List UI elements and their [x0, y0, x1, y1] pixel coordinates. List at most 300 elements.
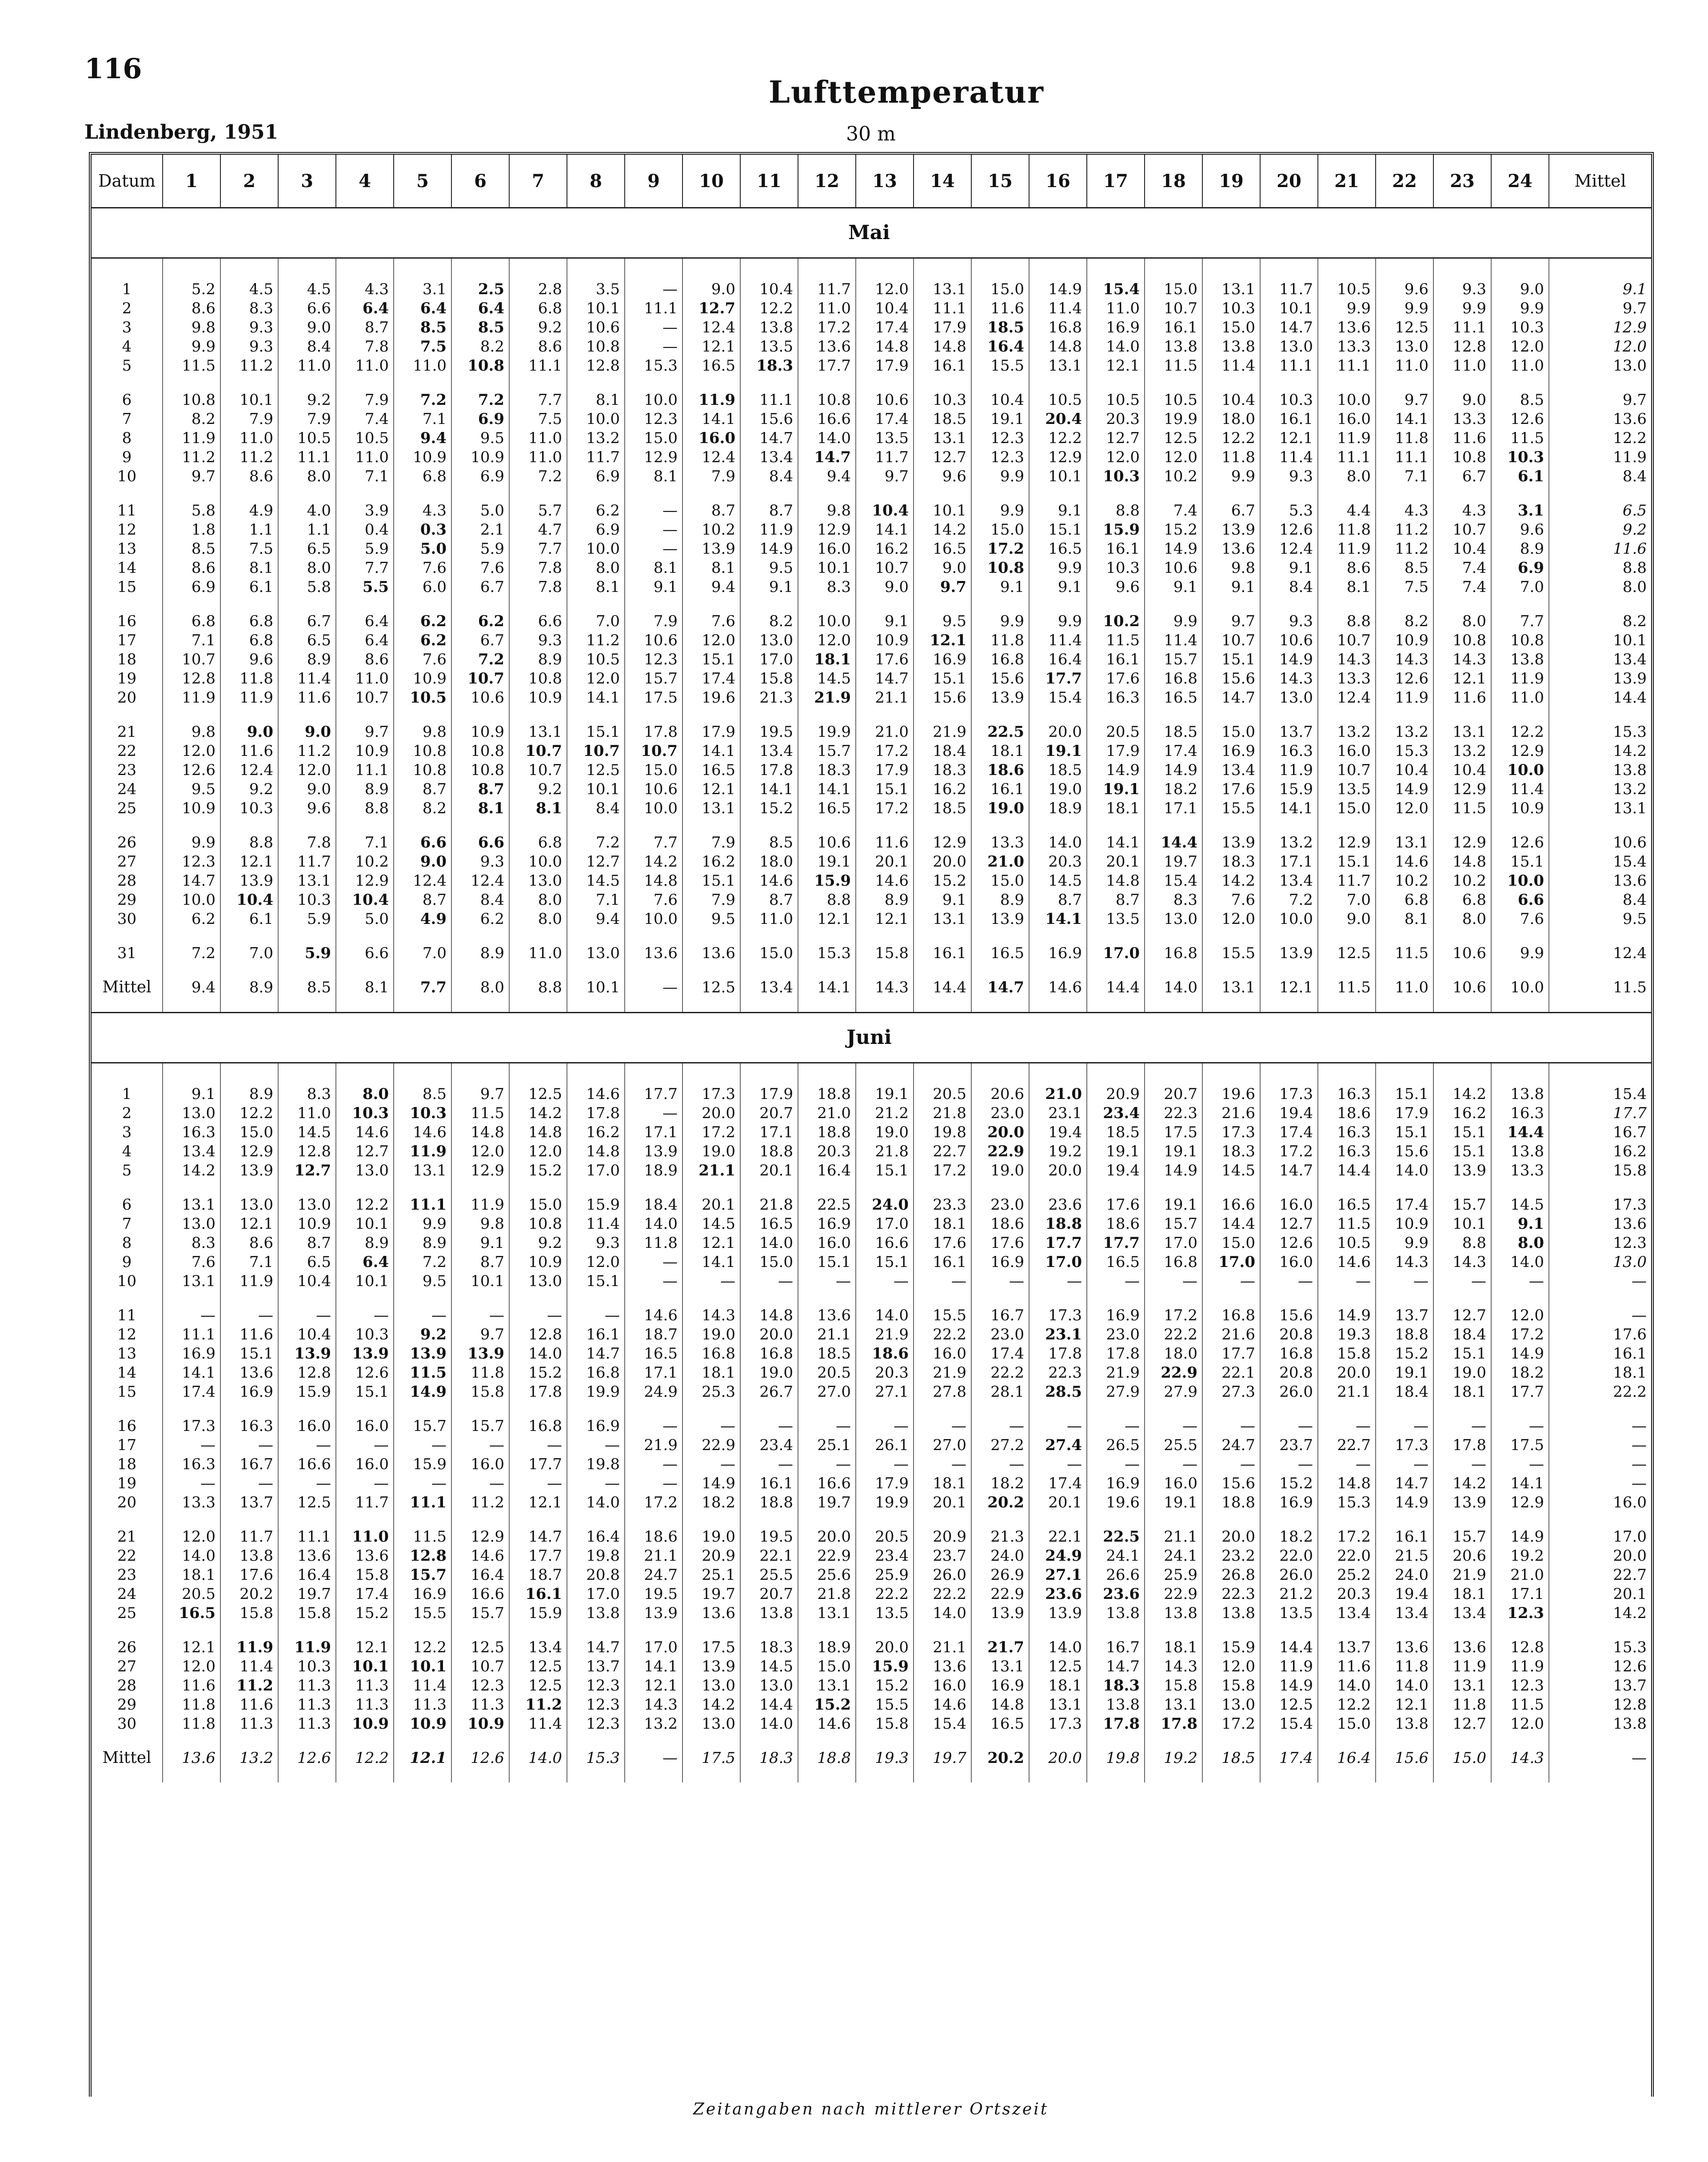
mean-cell: — — [1632, 1272, 1647, 1290]
day-row — [92, 1383, 1651, 1402]
temperature-cell: 16.1 — [1145, 318, 1202, 337]
mean-cell: — — [1632, 1307, 1647, 1324]
temperature-cell: 16.4 — [971, 337, 1029, 356]
temperature-cell: 13.9 — [394, 1344, 451, 1363]
temperature-cell: 22.0 — [1318, 1547, 1376, 1566]
day-row — [92, 910, 1651, 929]
day-row — [92, 429, 1651, 448]
temperature-cell: 22.9 — [1145, 1363, 1202, 1383]
temperature-cell: 14.4 — [1491, 1123, 1549, 1142]
temperature-cell: 12.5 — [1029, 1657, 1087, 1676]
temperature-cell: 12.1 — [509, 1493, 567, 1512]
temperature-cell: 22.1 — [1202, 1363, 1260, 1383]
temperature-cell: 16.5 — [971, 1714, 1029, 1734]
temperature-cell: 14.2 — [509, 1104, 567, 1123]
temperature-cell: 18.4 — [1433, 1325, 1491, 1344]
temperature-cell: 10.1 — [1260, 299, 1318, 318]
temperature-cell: 13.4 — [740, 448, 798, 467]
column-header-hour-24: 24 — [1491, 155, 1549, 208]
temperature-cell: 13.4 — [740, 963, 798, 1013]
temperature-cell: 10.1 — [567, 780, 625, 799]
temperature-cell: 18.2 — [1145, 780, 1202, 799]
temperature-cell: 18.2 — [1260, 1527, 1318, 1547]
temperature-cell: 7.9 — [336, 391, 394, 410]
temperature-cell: — — [1029, 1417, 1087, 1436]
temperature-cell: 11.2 — [163, 448, 220, 467]
mean-cell: 13.6 — [1613, 872, 1647, 890]
temperature-cell: 16.8 — [971, 650, 1029, 669]
temperature-cell: 12.8 — [509, 1325, 567, 1344]
temperature-cell: 7.1 — [220, 1253, 278, 1272]
temperature-cell: 18.1 — [914, 1474, 971, 1493]
temperature-cell: 13.5 — [1260, 1604, 1318, 1623]
temperature-cell: 19.2 — [1029, 1142, 1087, 1161]
temperature-cell: 19.2 — [1491, 1547, 1549, 1566]
temperature-cell: 18.3 — [914, 761, 971, 780]
temperature-cell: 7.5 — [509, 410, 567, 429]
temperature-cell: 17.6 — [856, 650, 914, 669]
spacer-row — [92, 258, 1651, 280]
temperature-cell: 21.2 — [856, 1104, 914, 1123]
temperature-cell: 14.2 — [682, 1695, 740, 1714]
temperature-cell: 15.1 — [1491, 852, 1549, 871]
temperature-cell: 14.0 — [798, 429, 856, 448]
temperature-cell: 11.0 — [1433, 356, 1491, 376]
temperature-cell: 16.1 — [1087, 540, 1145, 559]
temperature-cell: 9.0 — [1433, 391, 1491, 410]
temperature-cell: 9.2 — [509, 780, 567, 799]
temperature-cell: 16.9 — [1260, 1493, 1318, 1512]
temperature-cell: 18.3 — [798, 761, 856, 780]
temperature-cell: 8.0 — [509, 910, 567, 929]
day-row — [92, 1253, 1651, 1272]
date-cell: 17 — [92, 1436, 163, 1455]
date-cell: 18 — [92, 650, 163, 669]
temperature-cell: — — [163, 1436, 220, 1455]
temperature-cell: 21.0 — [798, 1104, 856, 1123]
temperature-cell: 16.0 — [1260, 1253, 1318, 1272]
date-cell: 24 — [92, 1585, 163, 1604]
day-row — [92, 540, 1651, 559]
day-row — [92, 1714, 1651, 1734]
temperature-cell: — — [798, 1455, 856, 1474]
temperature-cell: 25.2 — [1318, 1566, 1376, 1585]
day-row — [92, 280, 1651, 299]
temperature-cell: 10.6 — [856, 391, 914, 410]
temperature-cell: 10.0 — [163, 891, 220, 910]
temperature-cell: 12.1 — [394, 1734, 451, 1782]
temperature-cell: 11.8 — [1202, 448, 1260, 467]
day-row — [92, 501, 1651, 520]
temperature-cell: 12.4 — [1260, 540, 1318, 559]
temperature-cell: 20.1 — [1087, 852, 1145, 871]
temperature-cell: 25.3 — [682, 1383, 740, 1402]
temperature-cell: 10.8 — [509, 1215, 567, 1234]
temperature-cell: 16.3 — [220, 1417, 278, 1436]
mean-cell: 13.2 — [1613, 780, 1647, 798]
temperature-cell: 13.1 — [798, 1676, 856, 1695]
temperature-cell: 11.8 — [163, 1714, 220, 1734]
temperature-cell: 11.5 — [1433, 799, 1491, 818]
temperature-cell: 11.6 — [220, 1325, 278, 1344]
date-cell: 25 — [92, 1604, 163, 1623]
temperature-cell: 14.0 — [1029, 833, 1087, 852]
temperature-cell: 14.2 — [914, 520, 971, 540]
temperature-cell: 16.5 — [682, 356, 740, 376]
temperature-cell: 8.1 — [451, 799, 509, 818]
mean-cell: 13.0 — [1613, 1253, 1647, 1271]
temperature-cell: 10.9 — [336, 742, 394, 761]
temperature-cell: 14.8 — [509, 1123, 567, 1142]
temperature-cell: 8.0 — [1433, 612, 1491, 631]
temperature-cell: 11.6 — [1433, 429, 1491, 448]
temperature-cell: 23.2 — [1202, 1547, 1260, 1566]
temperature-cell: 9.7 — [336, 723, 394, 742]
mean-cell: 13.4 — [1613, 651, 1647, 668]
temperature-cell: 17.3 — [1202, 1123, 1260, 1142]
date-cell: 27 — [92, 1657, 163, 1676]
temperature-cell: 6.5 — [278, 540, 336, 559]
temperature-cell: 13.6 — [336, 1547, 394, 1566]
temperature-cell: 16.9 — [1087, 1306, 1145, 1325]
temperature-cell: 7.9 — [625, 612, 682, 631]
temperature-cell: 11.0 — [509, 944, 567, 963]
temperature-cell: 13.9 — [451, 1344, 509, 1363]
temperature-cell: 15.3 — [567, 1734, 625, 1782]
temperature-cell: 14.9 — [1260, 650, 1318, 669]
temperature-cell: 12.9 — [220, 1142, 278, 1161]
temperature-cell: 15.9 — [1260, 780, 1318, 799]
temperature-cell: 17.6 — [220, 1566, 278, 1585]
temperature-cell: 17.3 — [1376, 1436, 1433, 1455]
temperature-cell: 7.2 — [163, 944, 220, 963]
temperature-cell: 11.3 — [451, 1695, 509, 1714]
temperature-cell: 15.2 — [1145, 520, 1202, 540]
temperature-cell: 9.1 — [1202, 578, 1260, 597]
temperature-cell: 12.0 — [451, 1142, 509, 1161]
temperature-cell: 8.6 — [1318, 559, 1376, 578]
temperature-cell: 18.1 — [163, 1566, 220, 1585]
mean-cell: 17.0 — [1613, 1528, 1647, 1546]
temperature-cell: 10.4 — [1376, 761, 1433, 780]
temperature-cell: 14.7 — [1376, 1474, 1433, 1493]
temperature-cell: 4.9 — [220, 501, 278, 520]
temperature-cell: 9.9 — [1202, 467, 1260, 486]
temperature-cell: 11.9 — [1376, 688, 1433, 707]
temperature-cell: 13.0 — [1145, 910, 1202, 929]
day-row — [92, 723, 1651, 742]
mean-cell: 12.3 — [1613, 1234, 1647, 1252]
temperature-cell: 14.4 — [740, 1695, 798, 1714]
temperature-cell: 15.0 — [1318, 799, 1376, 818]
temperature-cell: 15.7 — [1145, 1215, 1202, 1234]
temperature-cell: 10.6 — [798, 833, 856, 852]
temperature-cell: 12.2 — [336, 1734, 394, 1782]
temperature-cell: 9.1 — [163, 1085, 220, 1104]
temperature-cell: — — [1376, 1417, 1433, 1436]
temperature-cell: 13.5 — [856, 429, 914, 448]
day-row — [92, 1325, 1651, 1344]
temperature-cell: 11.4 — [509, 1714, 567, 1734]
temperature-cell: 15.6 — [1202, 669, 1260, 688]
temperature-cell: 17.9 — [682, 723, 740, 742]
temperature-cell: 11.4 — [1145, 631, 1202, 650]
temperature-cell: 21.0 — [1491, 1566, 1549, 1585]
temperature-cell: 11.3 — [336, 1695, 394, 1714]
mean-cell: 16.2 — [1613, 1143, 1647, 1160]
mean-cell: 11.5 — [1613, 979, 1647, 996]
mean-cell: 8.0 — [1622, 578, 1647, 596]
temperature-cell: 10.2 — [682, 520, 740, 540]
temperature-cell: 14.9 — [1145, 761, 1202, 780]
temperature-cell: 10.7 — [451, 1657, 509, 1676]
temperature-cell: 10.3 — [1087, 559, 1145, 578]
temperature-cell: 13.8 — [1491, 1085, 1549, 1104]
temperature-cell: 12.1 — [682, 337, 740, 356]
column-header-hour-8: 8 — [567, 155, 625, 208]
temperature-cell: 9.4 — [567, 910, 625, 929]
temperature-cell: 23.7 — [1260, 1436, 1318, 1455]
temperature-cell: 8.1 — [220, 559, 278, 578]
temperature-cell: — — [394, 1436, 451, 1455]
temperature-cell: 21.1 — [1318, 1383, 1376, 1402]
temperature-cell: 10.2 — [1087, 612, 1145, 631]
temperature-cell: 6.2 — [394, 631, 451, 650]
temperature-cell: 11.1 — [914, 299, 971, 318]
temperature-cell: 19.7 — [914, 1734, 971, 1782]
temperature-cell: 11.8 — [1318, 520, 1376, 540]
temperature-cell: 13.0 — [220, 1195, 278, 1215]
temperature-cell: 14.5 — [1029, 871, 1087, 891]
temperature-cell: — — [1376, 1272, 1433, 1291]
temperature-cell: — — [914, 1272, 971, 1291]
temperature-cell: 8.2 — [1376, 612, 1433, 631]
temperature-cell: 11.7 — [336, 1493, 394, 1512]
temperature-cell: — — [740, 1455, 798, 1474]
temperature-cell: 15.9 — [798, 871, 856, 891]
temperature-cell: 17.0 — [1145, 1234, 1202, 1253]
temperature-cell: 17.6 — [914, 1234, 971, 1253]
temperature-cell: 11.1 — [336, 761, 394, 780]
temperature-cell: 16.0 — [1318, 742, 1376, 761]
mean-cell: 13.8 — [1613, 1715, 1647, 1733]
temperature-cell: 14.8 — [567, 1142, 625, 1161]
temperature-cell: 9.5 — [163, 780, 220, 799]
temperature-cell: 8.0 — [1491, 1234, 1549, 1253]
day-row — [92, 871, 1651, 891]
temperature-cell: 14.7 — [1202, 688, 1260, 707]
date-cell: 5 — [92, 1161, 163, 1180]
temperature-cell: 21.3 — [971, 1527, 1029, 1547]
temperature-cell: 17.7 — [1087, 1234, 1145, 1253]
temperature-cell: 15.7 — [451, 1417, 509, 1436]
temperature-cell: 6.2 — [451, 612, 509, 631]
temperature-cell: 17.9 — [1087, 742, 1145, 761]
temperature-cell: 14.6 — [394, 1123, 451, 1142]
temperature-cell: 15.2 — [509, 1161, 567, 1180]
temperature-cell: 18.1 — [1433, 1585, 1491, 1604]
temperature-cell: 15.8 — [220, 1604, 278, 1623]
temperature-cell: 11.7 — [1318, 871, 1376, 891]
temperature-cell: 11.8 — [163, 1695, 220, 1714]
temperature-cell: 13.8 — [220, 1547, 278, 1566]
temperature-cell: 7.7 — [509, 391, 567, 410]
temperature-cell: 19.0 — [1029, 780, 1087, 799]
temperature-cell: 14.6 — [625, 1306, 682, 1325]
temperature-cell: 8.2 — [740, 612, 798, 631]
temperature-cell: 11.0 — [509, 429, 567, 448]
temperature-cell: 15.0 — [220, 1123, 278, 1142]
day-row — [92, 1104, 1651, 1123]
temperature-cell: — — [1145, 1417, 1202, 1436]
temperature-cell: 14.9 — [394, 1383, 451, 1402]
temperature-cell: 14.3 — [856, 963, 914, 1013]
temperature-cell: 18.6 — [856, 1344, 914, 1363]
temperature-cell: 19.5 — [625, 1585, 682, 1604]
temperature-cell: 16.8 — [1260, 1344, 1318, 1363]
temperature-cell: 14.0 — [914, 1604, 971, 1623]
temperature-cell: 15.1 — [1433, 1344, 1491, 1363]
temperature-cell: 19.7 — [682, 1585, 740, 1604]
temperature-cell: — — [1491, 1455, 1549, 1474]
temperature-cell: 12.7 — [1433, 1714, 1491, 1734]
temperature-cell: 10.7 — [1318, 631, 1376, 650]
temperature-cell: — — [625, 337, 682, 356]
temperature-cell: 17.8 — [509, 1383, 567, 1402]
temperature-cell: 20.6 — [971, 1085, 1029, 1104]
temperature-cell: 8.1 — [625, 559, 682, 578]
temperature-cell: 11.6 — [220, 742, 278, 761]
temperature-cell: 7.6 — [1202, 891, 1260, 910]
temperature-cell: 19.1 — [1376, 1363, 1433, 1383]
temperature-cell: 20.8 — [1260, 1325, 1318, 1344]
temperature-cell: 16.5 — [740, 1215, 798, 1234]
temperature-cell: 10.9 — [451, 448, 509, 467]
temperature-cell: 10.4 — [278, 1325, 336, 1344]
temperature-cell: 9.6 — [220, 650, 278, 669]
temperature-cell: 16.8 — [1145, 1253, 1202, 1272]
temperature-cell: 10.4 — [1433, 761, 1491, 780]
temperature-cell: 8.6 — [220, 467, 278, 486]
temperature-cell: 12.8 — [1433, 337, 1491, 356]
temperature-cell: 13.5 — [740, 337, 798, 356]
temperature-cell: — — [625, 1455, 682, 1474]
temperature-cell: 20.3 — [798, 1142, 856, 1161]
temperature-cell: 26.9 — [971, 1566, 1029, 1585]
temperature-cell: 12.0 — [1087, 448, 1145, 467]
temperature-cell: 11.9 — [1491, 669, 1549, 688]
temperature-cell: 15.1 — [336, 1383, 394, 1402]
temperature-cell: 14.8 — [1318, 1474, 1376, 1493]
temperature-cell: 20.1 — [682, 1195, 740, 1215]
temperature-cell: 11.6 — [856, 833, 914, 852]
temperature-cell: 19.4 — [1376, 1585, 1433, 1604]
temperature-cell: 8.1 — [509, 799, 567, 818]
temperature-cell: — — [509, 1436, 567, 1455]
temperature-cell: 12.9 — [1491, 1493, 1549, 1512]
temperature-cell: 14.9 — [1491, 1527, 1549, 1547]
temperature-cell: 18.0 — [1202, 410, 1260, 429]
temperature-cell: 19.2 — [1145, 1734, 1202, 1782]
temperature-cell: 13.6 — [1376, 1638, 1433, 1657]
temperature-cell: 10.6 — [1145, 559, 1202, 578]
temperature-cell: 8.4 — [740, 467, 798, 486]
temperature-cell: 17.5 — [625, 688, 682, 707]
date-cell: 1 — [92, 1085, 163, 1104]
temperature-cell: 13.6 — [1433, 1638, 1491, 1657]
temperature-cell: 22.1 — [1029, 1527, 1087, 1547]
temperature-cell: 14.2 — [1433, 1474, 1491, 1493]
temperature-cell: 14.3 — [625, 1695, 682, 1714]
temperature-cell: 20.4 — [1029, 410, 1087, 429]
temperature-cell: — — [220, 1474, 278, 1493]
temperature-cell: 17.8 — [740, 761, 798, 780]
temperature-cell: 6.8 — [220, 631, 278, 650]
temperature-cell: 6.9 — [163, 578, 220, 597]
temperature-cell: 17.7 — [625, 1085, 682, 1104]
temperature-cell: 22.9 — [798, 1547, 856, 1566]
temperature-cell: 4.3 — [1376, 501, 1433, 520]
temperature-cell: 13.9 — [1202, 833, 1260, 852]
temperature-cell: 16.3 — [1318, 1123, 1376, 1142]
temperature-cell: 13.1 — [914, 910, 971, 929]
temperature-cell: 17.8 — [1087, 1344, 1145, 1363]
temperature-cell: 10.8 — [567, 337, 625, 356]
temperature-cell: 19.1 — [1029, 742, 1087, 761]
temperature-cell: 20.9 — [1087, 1085, 1145, 1104]
temperature-cell: 12.5 — [1260, 1695, 1318, 1714]
temperature-cell: 16.6 — [278, 1455, 336, 1474]
temperature-cell: 15.1 — [1202, 650, 1260, 669]
temperature-cell: 14.0 — [1318, 1676, 1376, 1695]
temperature-cell: 0.3 — [394, 520, 451, 540]
temperature-cell: 19.9 — [856, 1493, 914, 1512]
temperature-cell: 14.1 — [798, 963, 856, 1013]
temperature-cell: 10.1 — [798, 559, 856, 578]
temperature-cell: 20.3 — [856, 1363, 914, 1383]
temperature-cell: 10.7 — [509, 761, 567, 780]
temperature-cell: 13.9 — [625, 1142, 682, 1161]
date-cell: 8 — [92, 429, 163, 448]
mean-cell: 14.2 — [1613, 1604, 1647, 1622]
temperature-cell: — — [1087, 1417, 1145, 1436]
temperature-cell: 16.0 — [278, 1417, 336, 1436]
temperature-cell: 18.6 — [1087, 1215, 1145, 1234]
day-row — [92, 612, 1651, 631]
column-header-hour-5: 5 — [394, 155, 451, 208]
temperature-cell: 15.2 — [509, 1363, 567, 1383]
temperature-cell: 8.7 — [336, 318, 394, 337]
temperature-cell: 12.3 — [567, 1714, 625, 1734]
temperature-cell: 8.9 — [1491, 540, 1549, 559]
temperature-cell: 9.1 — [971, 578, 1029, 597]
temperature-cell: 12.5 — [509, 1676, 567, 1695]
temperature-cell: 16.5 — [1318, 1195, 1376, 1215]
temperature-cell: 11.6 — [1433, 688, 1491, 707]
temperature-cell: — — [914, 1417, 971, 1436]
temperature-cell: 10.1 — [336, 1657, 394, 1676]
temperature-cell: 17.2 — [1145, 1306, 1202, 1325]
temperature-cell: 8.1 — [336, 963, 394, 1013]
temperature-cell: 12.1 — [1087, 356, 1145, 376]
temperature-cell: 17.4 — [1260, 1123, 1318, 1142]
temperature-cell: 8.5 — [451, 318, 509, 337]
temperature-cell: 2.1 — [451, 520, 509, 540]
temperature-cell: — — [163, 1474, 220, 1493]
temperature-cell: 16.1 — [914, 356, 971, 376]
temperature-cell: 11.1 — [394, 1195, 451, 1215]
temperature-cell: 21.0 — [971, 852, 1029, 871]
